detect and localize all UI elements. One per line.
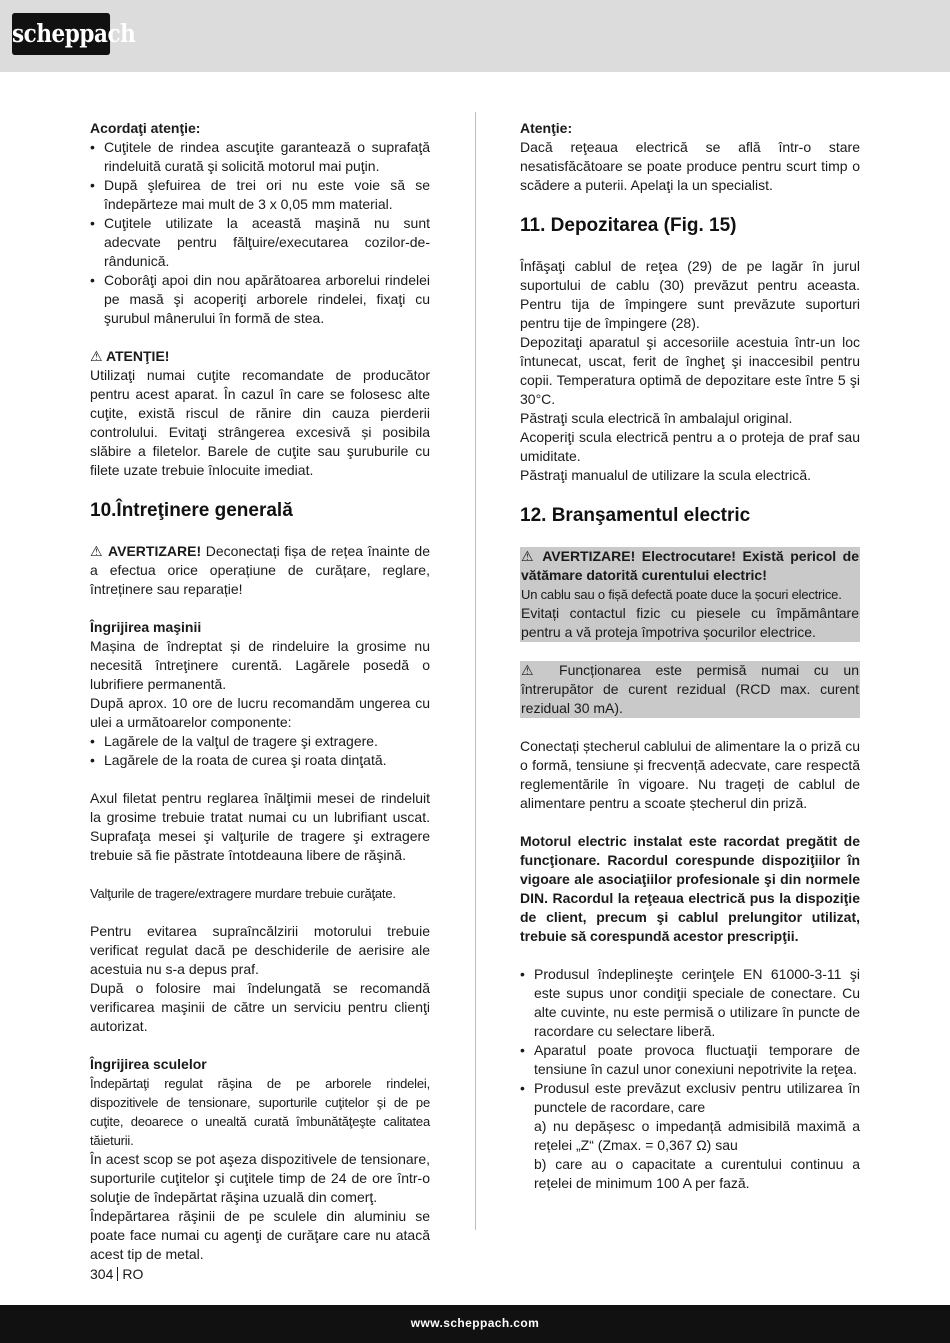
page-header — [0, 0, 950, 72]
right-column — [520, 119, 860, 1193]
avertizare-text: Deconectați fișa de rețea înainte de a efectua orice operațiune de curățare, reglare, întreținere sau reparație! — [90, 543, 430, 597]
atentie-heading — [90, 347, 430, 366]
avertizare-paragraph — [90, 542, 430, 599]
warning-icon: ⚠ — [521, 548, 537, 564]
website-link[interactable]: www.scheppach.com — [410, 1316, 540, 1330]
list-item: • Aparatul poate provoca fluctuaţii temporare de tensiune în cazul unor conexiuni nepotrivite la reţea. — [520, 1041, 860, 1079]
column-divider — [475, 112, 476, 1230]
section-number: 10. — [90, 500, 117, 521]
attention-heading: Acordaţi atenţie: — [90, 120, 201, 136]
list-item: • Coborâţi apoi din nou apărătoarea arborelui rindelei pe masă şi acoperiţi arborele rindelei, fixaţi cu şurubul mânerului în formă de stea. — [90, 271, 430, 328]
depozitare-paragraph-5: Păstraţi manualul de utilizare la scula electrică. — [520, 467, 812, 483]
valturi-paragraph: Valţurile de tragere/extragere murdare trebuie curăţate. — [90, 886, 396, 901]
electrocution-warning-box — [520, 547, 860, 642]
atentie-paragraph: Dacă reţeaua electrică se află într-o stare nesatisfăcătoare se poate produce pentru scurt timp o scădere a puterii. Apelaţi la un specialist. — [520, 139, 860, 193]
atentie-paragraph: Utilizaţi numai cuţite recomandate de producător pentru acest aparat. În cazul în care se folosesc alte cuţite, există riscul de rănire din cauza pierderii controlului. Evitaţi strângerea excesivă și posibila slăbire a filetelor. Barele de cuţite sau şuruburile cu filete uzate trebuie înlocuite imediat. — [90, 367, 430, 478]
motor-paragraph-2: După o folosire mai îndelungată se recomandă verificarea maşinii de către un serviciu pentru clienţi autorizat. — [90, 980, 430, 1034]
masina-paragraph-2: După aprox. 10 ore de lucru recomandăm ungerea cu ulei a următoarelor componente: — [90, 695, 430, 730]
masina-heading: Îngrijirea maşinii — [90, 619, 202, 635]
electrocution-warning-title: ⚠ AVERTIZARE! Electrocutare! Există pericol de vătămare datorită curentului electric! — [521, 548, 859, 583]
section-number: 12. — [520, 505, 547, 526]
section-number: 11. — [520, 215, 546, 236]
depozitare-paragraph-4: Acoperiţi scula electrică pentru a o proteja de praf sau umiditate. — [520, 429, 860, 464]
warning-icon: ⚠ — [521, 662, 545, 678]
brand-logo: scheppach — [12, 13, 110, 55]
avertizare-label: AVERTIZARE! — [108, 543, 202, 559]
depozitare-paragraph-1: Înfăşaţi cablul de reţea (29) de pe lagăr în jurul suportului de cablu (30) prevăzut pentru aceasta. Pentru tija de împingere sunt prevăzute suporturi pentru tije de împingere (28). — [520, 258, 860, 331]
depozitare-paragraph-3: Păstraţi scula electrică în ambalajul original. — [520, 410, 793, 426]
atentie-heading: Atenţie: — [520, 120, 573, 136]
warning-icon: ⚠ — [90, 543, 104, 559]
scule-paragraph-2: În acest scop se pot aşeza dispozitivele de tensionare, suporturile cuţitelor şi cuţitele timp de 24 de ore într-o soluţie de îndepărtat răşina uzuală din comerţ. — [90, 1151, 430, 1205]
rcd-warning-box — [520, 661, 860, 718]
rcd-warning-text: ⚠ Funcționarea este permisă numai cu un întrerupător de curent rezidual (RCD max. curent rezidual 30 mA). — [521, 662, 859, 716]
conditions-list — [520, 965, 860, 1193]
page-footer — [0, 1305, 950, 1343]
section-title: Depozitarea (Fig. 15) — [550, 215, 737, 236]
attention-list — [90, 138, 430, 328]
list-item: • Produsul îndeplineşte cerinţele EN 61000-3-11 şi este supus unor condiţii speciale de conectare. Cu alte cuvinte, nu este permisă o utilizare în puncte de racordare cu selectare liberă. — [520, 965, 860, 1041]
section-title: Branşamentul electric — [551, 505, 751, 526]
page-number: 304 RO — [90, 1266, 144, 1282]
motor-bold-paragraph: Motorul electric instalat este racordat pregătit de funcţionare. Racordul corespunde dispoziţiilor în vigoare ale asociaţiilor profesionale şi din normele DIN. Racordul la reţeaua electrică pus la dispoziţie de client, precum şi cablul prelungitor utilizat, trebuie să corespundă acestor prescripţii. — [520, 833, 860, 944]
list-item: • Lagărele de la roata de curea şi roata dinţată. — [90, 751, 430, 770]
electrocution-warning-line: Un cablu sau o fișă defectă poate duce la șocuri electrice. — [521, 587, 842, 602]
motor-paragraph-1: Pentru evitarea supraîncălzirii motorului trebuie verificat regulat dacă pe deschiderile de aerisire ale acestuia nu s-a depus praf. — [90, 923, 430, 977]
language-code: RO — [122, 1266, 144, 1282]
sub-item-b: b) care au o capacitate a curentului continuu a rețelei de minimum 100 A per fază. — [534, 1156, 860, 1191]
masina-paragraph-1: Mașina de îndreptat și de rindeluire la grosime nu necesită întreţinere curentă. Lagărele posedă o lubrifiere permanentă. — [90, 638, 430, 692]
scule-paragraph-1: Îndepărtaţi regulat răşina de pe arborele rindelei, dispozitivele de tensionare, suporturile cuţitelor şi de pe cuţite, deoarece o unealtă curată îmbunătăţeşte calitatea tăieturii. — [90, 1076, 430, 1148]
separator — [117, 1267, 118, 1281]
scule-heading: Îngrijirea sculelor — [90, 1056, 207, 1072]
masina-list — [90, 732, 430, 770]
conectare-paragraph: Conectați ștecherul cablului de alimentare la o priză cu o formă, tensiune și frecvență adecvate, care respectă reglementările în vigoare. Nu trageți de cablul de alimentare pentru a scoate ștecherul din priză. — [520, 738, 860, 811]
section-10-heading — [90, 499, 430, 523]
section-12-heading — [520, 504, 860, 528]
atentie-label: ATENŢIE! — [105, 348, 170, 364]
sub-item-a: a) nu depășesc o impedanță admisibilă maximă a rețelei „Z“ (Zmax. = 0,367 Ω) sau — [534, 1118, 860, 1153]
ax-paragraph: Axul filetat pentru reglarea înălţimii mesei de rindeluit la grosime trebuie tratat numai cu un lubrifiant uscat. Suprafaţa mesei şi valţurile de tragere şi extragere trebuie să fie păstrate întotdeauna libere de răşină. — [90, 790, 430, 863]
list-item: • Cuţitele utilizate la această maşină nu sunt adecvate pentru fălţuire/executarea cozilor-de-rândunică. — [90, 214, 430, 271]
list-item: • Lagărele de la valţul de tragere şi extragere. — [90, 732, 430, 751]
list-item: • După şlefuirea de trei ori nu este voie să se îndepărteze mai mult de 3 x 0,05 mm material. — [90, 176, 430, 214]
warning-icon: ⚠ — [90, 348, 103, 364]
electrocution-warning-text: Evitați contactul fizic cu piesele cu împământare pentru a vă proteja împotriva șocurilor electrice. — [521, 605, 859, 640]
depozitare-paragraph-2: Depozitaţi aparatul şi accesoriile acestuia într-un loc întunecat, uscat, ferit de îngheţ şi inaccesibil pentru copii. Temperatura optimă de depozitare este între 5 şi 30°C. — [520, 334, 860, 407]
list-item: • Produsul este prevăzut exclusiv pentru utilizarea în punctele de racordare, care a) nu depășesc o impedanță admisibilă maximă a rețelei „Z“ (Zmax. = 0,367 Ω) sau b) care au o capacitate a curentului continuu a rețelei de minimum 100 A per fază. — [520, 1079, 860, 1193]
section-title: Întreţinere generală — [116, 500, 293, 521]
scule-paragraph-3: Îndepărtarea răşinii de pe sculele din aluminiu se poate face numai cu agenţi de curăţare care nu atacă acest tip de metal. — [90, 1208, 430, 1262]
section-11-heading — [520, 214, 860, 238]
list-item: • Cuţitele de rindea ascuţite garantează o suprafaţă rindeluită curată şi solicită motorul mai puţin. — [90, 138, 430, 176]
left-column — [90, 119, 430, 1264]
